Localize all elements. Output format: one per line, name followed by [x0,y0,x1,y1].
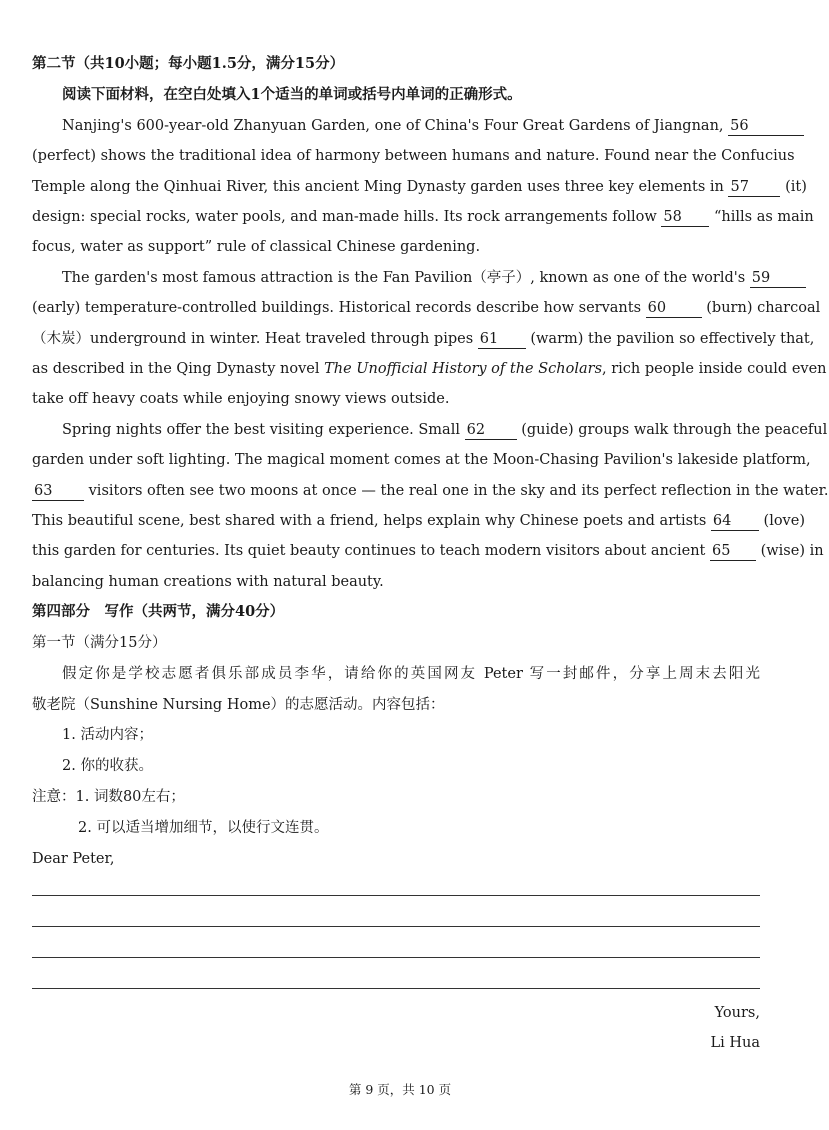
part4-title: 第四部分 写作（共两节，满分40分） [32,603,285,620]
blank-65[interactable]: 65 [710,543,756,561]
passage-line-11: Spring nights offer the best visiting experience. Small 62 (guide) groups walk through the peaceful [62,422,828,438]
prompt-line-2: 敬老院（Sunshine Nursing Home）的志愿活动。内容包括： [32,697,445,713]
section1-title: 第一节（满分15分） [32,635,167,651]
passage-line-12: garden under soft lighting. The magical moment comes at the Moon-Chasing Pavilion's lakeside platform, [32,452,811,468]
passage-line-6: The garden's most famous attraction is the Fan Pavilion（亭子）, known as one of the world's 59 [62,268,760,288]
blank-59[interactable]: 59 [750,270,806,288]
blank-63[interactable]: 63 [32,483,84,501]
passage-line-8: （木炭）underground in winter. Heat traveled through pipes 61 (warm) the pavilion so effectively that, [32,331,815,347]
blank-58[interactable]: 58 [661,209,709,227]
blank-60[interactable]: 60 [646,300,702,318]
writing-line[interactable] [32,957,760,958]
section-title: 第二节（共10小题；每小题1.5分，满分15分） [32,55,345,72]
passage-line-9: as described in the Qing Dynasty novel The Unofficial History of the Scholars, rich people inside could even [32,361,827,377]
passage-line-13: 63 visitors often see two moons at once — the real one in the sky and its perfect reflection in the water. [34,483,829,499]
passage-line-14: This beautiful scene, best shared with a friend, helps explain why Chinese poets and artists 64 (love) [32,513,805,529]
content-item-2: 2. 你的收获。 [62,758,153,774]
page-footer: 第 9 页，共 10 页 [348,1082,452,1097]
blank-56[interactable]: 56 [728,118,804,136]
greeting: Dear Peter, [32,851,115,867]
signature: Li Hua [710,1035,760,1051]
blank-62[interactable]: 62 [465,422,517,440]
passage-line-15: this garden for centuries. Its quiet beauty continues to teach modern visitors about ancient 65 (wise) in [32,543,824,559]
prompt-line-1: 假定你是学校志愿者俱乐部成员李华，请给你的英国网友 Peter 写一封邮件，分享上周末去阳光 [62,666,760,682]
blank-61[interactable]: 61 [478,331,526,349]
blank-57[interactable]: 57 [728,179,780,197]
passage-line-4: design: special rocks, water pools, and man-made hills. Its rock arrangements follow 58 “hills as main [32,209,814,225]
note-1: 注意：1. 词数80左右； [32,789,185,805]
instruction: 阅读下面材料，在空白处填入1个适当的单词或括号内单词的正确形式。 [62,86,522,103]
passage-line-3: Temple along the Qinhuai River, this ancient Ming Dynasty garden uses three key elements in 57 (it) [32,179,807,195]
content-item-1: 1. 活动内容； [62,727,153,743]
passage-line-2: (perfect) shows the traditional idea of harmony between humans and nature. Found near the Confucius [32,148,795,164]
note-2: 2. 可以适当增加细节，以使行文连贯。 [78,820,329,836]
passage-line-16: balancing human creations with natural beauty. [32,574,384,590]
closing: Yours, [714,1005,760,1021]
writing-line[interactable] [32,988,760,989]
writing-line[interactable] [32,895,760,896]
passage-line-1: Nanjing's 600-year-old Zhanyuan Garden, one of China's Four Great Gardens of Jiangnan, 56 [62,116,760,136]
novel-title: The Unofficial History of the Scholars [324,361,603,377]
blank-64[interactable]: 64 [711,513,759,531]
passage-line-10: take off heavy coats while enjoying snowy views outside. [32,391,450,407]
writing-line[interactable] [32,926,760,927]
passage-line-5: focus, water as support” rule of classical Chinese gardening. [32,239,481,255]
passage-line-7: (early) temperature-controlled buildings. Historical records describe how servants 60 (burn) charcoal [32,300,821,316]
